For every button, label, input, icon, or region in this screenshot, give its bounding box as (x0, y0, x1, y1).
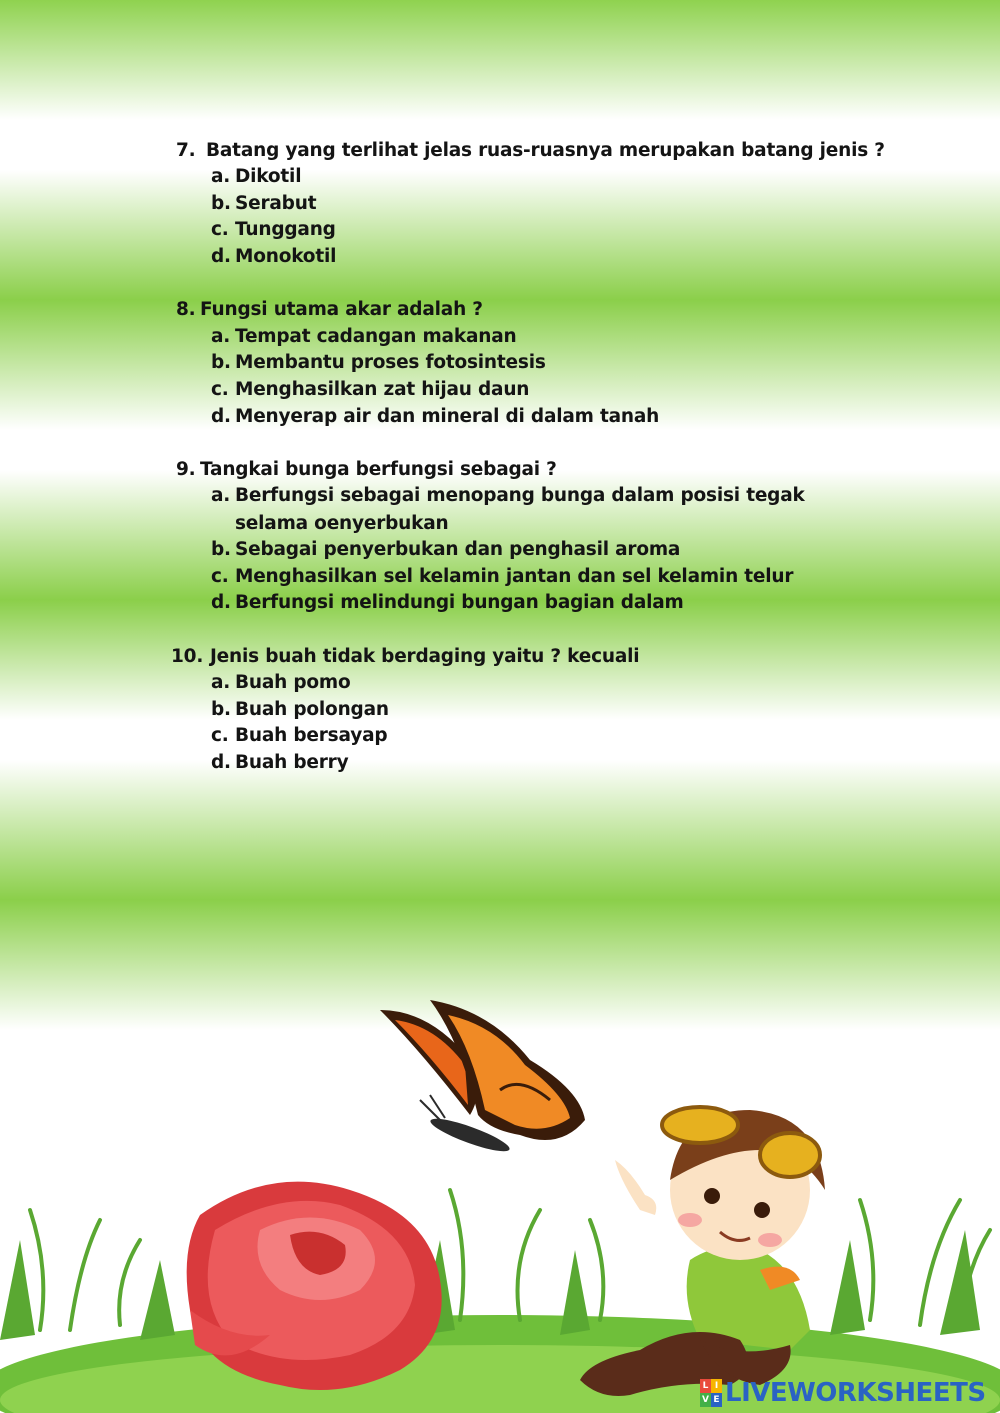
option-letter: c. (211, 379, 229, 400)
option-letter: d. (211, 246, 231, 267)
option-letter: a. (211, 485, 231, 506)
option-text: Buah bersayap (235, 725, 388, 746)
option-text: Berfungsi sebagai menopang bunga dalam posisi tegak (235, 485, 805, 506)
option-letter: a. (211, 326, 231, 347)
option-letter: b. (211, 699, 231, 720)
option-text: Membantu proses fotosintesis (235, 352, 546, 373)
badge-letter: E (711, 1393, 722, 1407)
question-text: Fungsi utama akar adalah ? (200, 299, 483, 320)
option-text: Buah pomo (235, 672, 351, 693)
option-text-continuation: selama oenyerbukan (235, 513, 449, 534)
option-text: Berfungsi melindungi bungan bagian dalam (235, 592, 684, 613)
logo-text: LIVEWORKSHEETS (725, 1378, 986, 1408)
badge-letter: L (700, 1379, 711, 1393)
option-letter: a. (211, 166, 231, 187)
live-badge-icon (700, 1379, 722, 1407)
question-number: 8. (176, 299, 196, 320)
option-letter: c. (211, 566, 229, 587)
badge-letter: I (711, 1379, 722, 1393)
option-letter: b. (211, 193, 231, 214)
option-text: Buah polongan (235, 699, 389, 720)
option-letter: d. (211, 592, 231, 613)
liveworksheets-logo (700, 1377, 986, 1409)
question-number: 7. (176, 140, 196, 161)
option-letter: a. (211, 672, 231, 693)
option-letter: c. (211, 219, 229, 240)
option-text: Monokotil (235, 246, 337, 267)
question-text: Tangkai bunga berfungsi sebagai ? (200, 459, 557, 480)
option-letter: c. (211, 725, 229, 746)
option-letter: d. (211, 406, 231, 427)
question-number: 10. (171, 646, 204, 667)
rose-icon (187, 1182, 442, 1390)
question-number: 9. (176, 459, 196, 480)
question-text: Batang yang terlihat jelas ruas-ruasnya merupakan batang jenis ? (206, 140, 885, 161)
option-text: Buah berry (235, 752, 349, 773)
option-text: Tempat cadangan makanan (235, 326, 517, 347)
option-text: Menyerap air dan mineral di dalam tanah (235, 406, 660, 427)
option-text: Serabut (235, 193, 317, 214)
option-text: Menghasilkan zat hijau daun (235, 379, 530, 400)
option-text: Menghasilkan sel kelamin jantan dan sel kelamin telur (235, 566, 794, 587)
option-text: Tunggang (235, 219, 336, 240)
butterfly-icon (380, 1000, 585, 1157)
option-letter: b. (211, 539, 231, 560)
option-letter: d. (211, 752, 231, 773)
option-text: Dikotil (235, 166, 302, 187)
question-text: Jenis buah tidak berdaging yaitu ? kecuali (210, 646, 640, 667)
option-letter: b. (211, 352, 231, 373)
option-text: Sebagai penyerbukan dan penghasil aroma (235, 539, 681, 560)
badge-letter: V (700, 1393, 711, 1407)
